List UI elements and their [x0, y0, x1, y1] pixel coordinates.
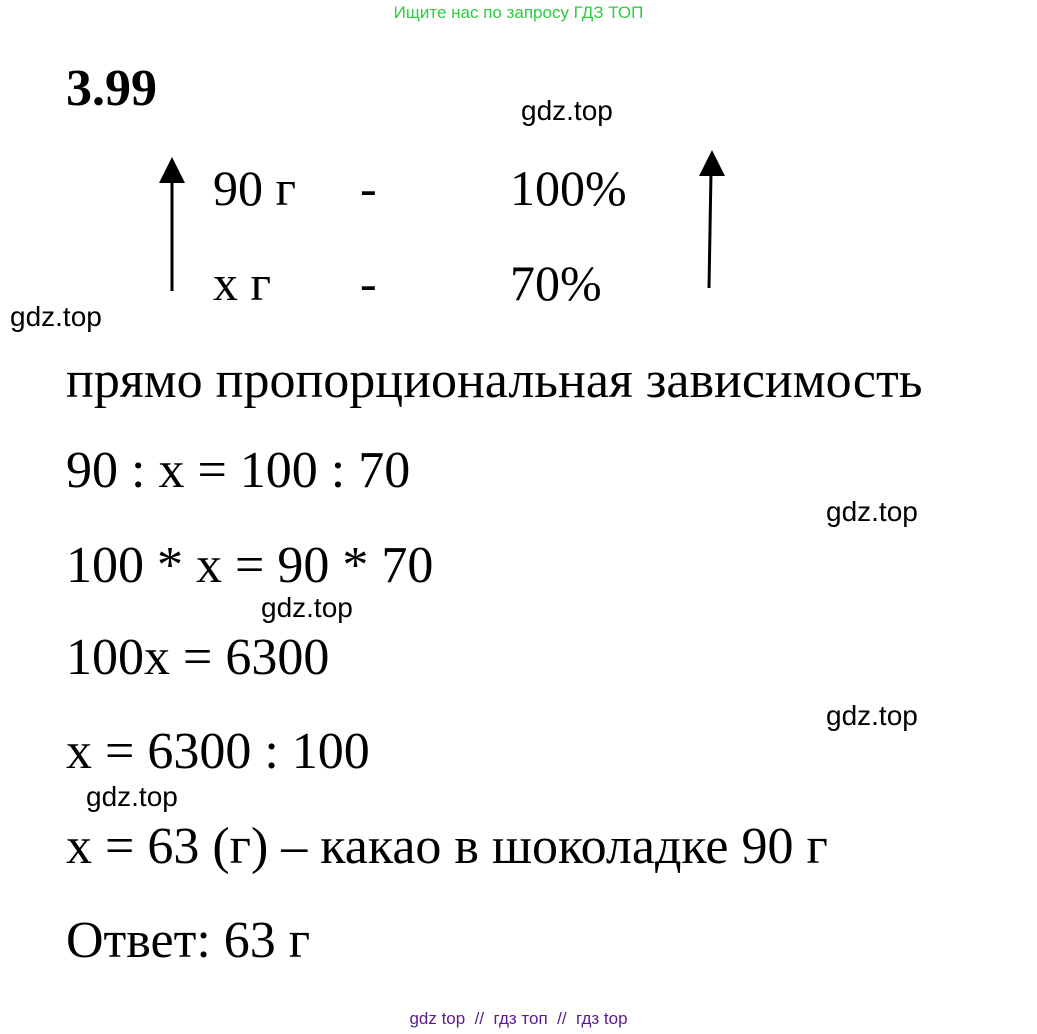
equation-line: х = 63 (г) – какао в шоколадке 90 г [66, 818, 828, 875]
proportion-row1-right: 100% [510, 160, 627, 216]
watermark: gdz.top [826, 700, 918, 731]
equation-line: 100х = 6300 [66, 629, 330, 686]
answer-line: Ответ: 63 г [66, 912, 311, 969]
footer [0, 1009, 1037, 1029]
equation-line: х = 6300 : 100 [66, 723, 370, 780]
relation-text: прямо пропорциональная зависимость [66, 352, 923, 409]
top-banner: Ищите нас по запросу ГДЗ ТОП [393, 3, 644, 22]
proportion-row1-dash: - [360, 160, 377, 216]
equation-line: 100 * х = 90 * 70 [66, 537, 434, 594]
up-arrow-icon [694, 148, 730, 292]
proportion-row2-right: 70% [510, 255, 602, 311]
proportion-row1-left: 90 г [213, 160, 297, 216]
proportion-row2-left: х г [213, 255, 272, 311]
problem-number: 3.99 [66, 60, 157, 117]
up-arrow-icon [155, 155, 191, 295]
proportion-row2-dash: - [360, 255, 377, 311]
watermark: gdz.top [826, 496, 918, 527]
watermark: gdz.top [10, 301, 102, 332]
watermark: gdz.top [521, 95, 613, 126]
footer-text: gdz top // гдз топ // гдз top [409, 1009, 628, 1028]
watermark: gdz.top [86, 781, 178, 812]
equation-line: 90 : х = 100 : 70 [66, 442, 411, 499]
watermark: gdz.top [261, 592, 353, 623]
